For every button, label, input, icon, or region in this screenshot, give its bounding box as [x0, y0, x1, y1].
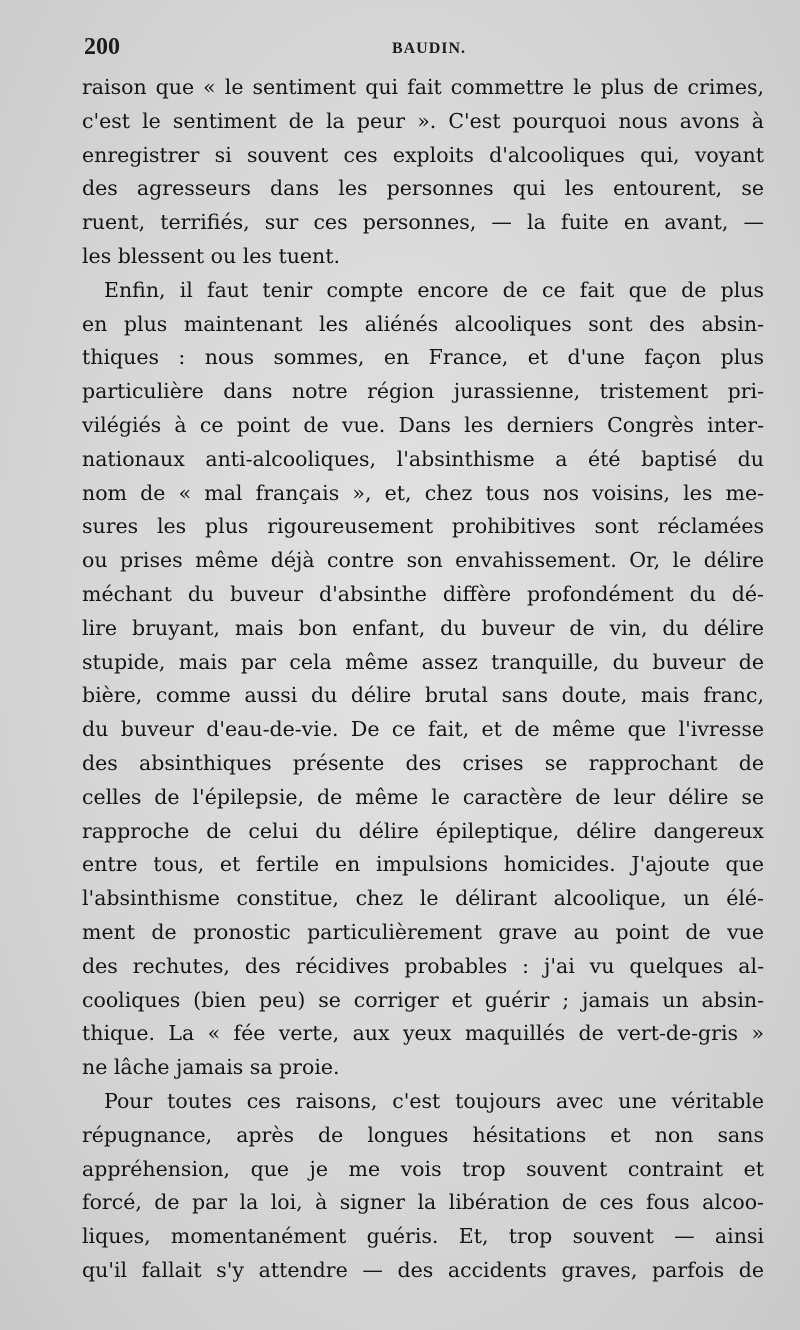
running-head: BAUDIN. [391, 40, 467, 57]
text-line: ment de pronostic particulièrement grave au point de vue [82, 919, 764, 944]
text-line: c'est le sentiment de la peur ». C'est pourquoi nous avons à [82, 108, 764, 133]
text-line: ou prises même déjà contre son envahissement. Or, le délire [82, 548, 764, 573]
text-line: bière, comme aussi du délire brutal sans doute, mais franc, [82, 683, 764, 708]
text-line: particulière dans notre région jurassienne, tristement pri- [82, 379, 764, 404]
text-line: forcé, de par la loi, à signer la libération de ces fous alcoo- [82, 1190, 764, 1215]
text-line: ne lâche jamais sa proie. [82, 1055, 340, 1080]
text-line: méchant du buveur d'absinthe diffère profondément du dé- [82, 581, 764, 606]
text-line: celles de l'épilepsie, de même le caractère de leur délire se [82, 784, 764, 809]
text-line: vilégiés à ce point de vue. Dans les derniers Congrès inter- [82, 412, 764, 437]
text-line: appréhension, que je me vois trop souvent contraint et [82, 1156, 764, 1181]
text-line: Pour toutes ces raisons, c'est toujours avec une véritable [104, 1088, 764, 1113]
text-line: du buveur d'eau-de-vie. De ce fait, et de même que l'ivresse [82, 717, 764, 742]
text-line: liques, momentanément guéris. Et, trop souvent — ainsi [82, 1224, 764, 1249]
text-line: enregistrer si souvent ces exploits d'alcooliques qui, voyant [82, 142, 764, 167]
text-line: en plus maintenant les aliénés alcooliques sont des absin- [82, 311, 764, 336]
text-line: des rechutes, des récidives probables : j'ai vu quelques al- [82, 953, 764, 978]
text-line: nationaux anti-alcooliques, l'absinthisme a été baptisé du [82, 446, 764, 471]
text-line: nom de « mal français », et, chez tous nos voisins, les me- [82, 480, 764, 505]
text-line: sures les plus rigoureusement prohibitives sont réclamées [82, 514, 764, 539]
text-line: cooliques (bien peu) se corriger et guérir ; jamais un absin- [82, 987, 764, 1012]
text-line: stupide, mais par cela même assez tranquille, du buveur de [82, 649, 764, 674]
page-number: 200 [84, 34, 120, 60]
text-line: répugnance, après de longues hésitations et non sans [82, 1122, 764, 1147]
text-line: les blessent ou les tuent. [82, 243, 340, 268]
text-line: entre tous, et fertile en impulsions homicides. J'ajoute que [82, 852, 764, 877]
text-line: rapproche de celui du délire épileptique, délire dangereux [82, 818, 764, 843]
text-line: thique. La « fée verte, aux yeux maquillés de vert-de-gris » [82, 1021, 764, 1046]
text-line: qu'il fallait s'y attendre — des accidents graves, parfois de [82, 1257, 764, 1282]
text-line: raison que « le sentiment qui fait commettre le plus de crimes, [82, 75, 764, 99]
text-line: des absinthiques présente des crises se rapprochant de [82, 750, 764, 775]
text-line: lire bruyant, mais bon enfant, du buveur de vin, du délire [82, 615, 764, 640]
text-line: ruent, terrifiés, sur ces personnes, — la fuite en avant, — [82, 210, 764, 235]
text-line: Enfin, il faut tenir compte encore de ce fait que de plus [104, 277, 764, 302]
text-line: l'absinthisme constitue, chez le délirant alcoolique, un élé- [82, 886, 764, 911]
page-header [84, 34, 774, 68]
body-text [82, 71, 764, 1288]
text-line: thiques : nous sommes, en France, et d'une façon plus [82, 345, 764, 370]
text-line: des agresseurs dans les personnes qui les entourent, se [82, 176, 764, 201]
